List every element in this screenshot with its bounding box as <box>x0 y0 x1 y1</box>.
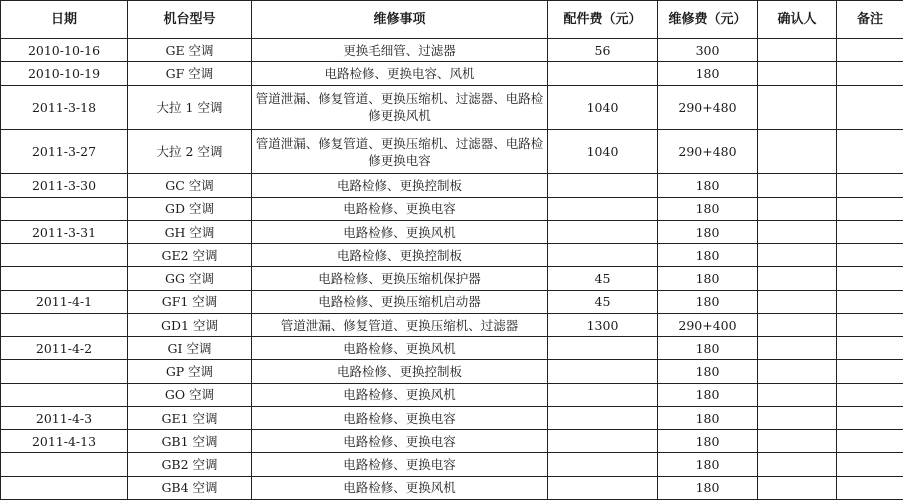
confirmer-cell <box>758 174 837 197</box>
table-row <box>1 383 903 406</box>
parts-fee-cell <box>548 337 658 360</box>
parts-fee-cell: 1300 <box>548 313 658 336</box>
model-cell: GF1 空调 <box>128 290 252 313</box>
model-cell: GG 空调 <box>128 267 252 290</box>
parts-fee-cell: 1040 <box>548 129 658 173</box>
items-cell: 电路检修、更换压缩机保护器 <box>252 267 548 290</box>
table-row <box>1 197 903 220</box>
confirmer-cell <box>758 197 837 220</box>
parts-fee-cell <box>548 453 658 476</box>
items-cell: 电路检修、更换压缩机启动器 <box>252 290 548 313</box>
date-cell: 2010-10-16 <box>1 39 128 62</box>
confirmer-cell <box>758 129 837 173</box>
model-cell: GF 空调 <box>128 62 252 85</box>
confirmer-cell <box>758 430 837 453</box>
items-cell: 电路检修、更换控制板 <box>252 244 548 267</box>
items-cell: 电路检修、更换控制板 <box>252 360 548 383</box>
note-cell <box>837 313 903 336</box>
header-row <box>1 1 903 39</box>
date-cell: 2011-3-31 <box>1 220 128 243</box>
header-model: 机台型号 <box>128 1 252 39</box>
model-cell: GP 空调 <box>128 360 252 383</box>
note-cell <box>837 39 903 62</box>
date-cell: 2011-3-18 <box>1 85 128 129</box>
parts-fee-cell <box>548 244 658 267</box>
note-cell <box>837 174 903 197</box>
items-cell: 管道泄漏、修复管道、更换压缩机、过滤器 <box>252 313 548 336</box>
note-cell <box>837 290 903 313</box>
header-confirmer: 确认人 <box>758 1 837 39</box>
date-cell <box>1 267 128 290</box>
note-cell <box>837 337 903 360</box>
parts-fee-cell <box>548 430 658 453</box>
parts-fee-cell <box>548 383 658 406</box>
table-row <box>1 244 903 267</box>
model-cell: GB4 空调 <box>128 476 252 499</box>
header-labor-fee: 维修费（元） <box>658 1 758 39</box>
model-cell: GC 空调 <box>128 174 252 197</box>
parts-fee-cell <box>548 62 658 85</box>
model-cell: GB2 空调 <box>128 453 252 476</box>
labor-fee-cell: 180 <box>658 267 758 290</box>
confirmer-cell <box>758 290 837 313</box>
items-cell: 电路检修、更换电容 <box>252 197 548 220</box>
date-cell: 2011-3-30 <box>1 174 128 197</box>
parts-fee-cell <box>548 360 658 383</box>
date-cell <box>1 453 128 476</box>
table-row <box>1 39 903 62</box>
items-cell: 电路检修、更换风机 <box>252 337 548 360</box>
date-cell <box>1 244 128 267</box>
items-cell: 电路检修、更换电容 <box>252 453 548 476</box>
note-cell <box>837 244 903 267</box>
date-cell <box>1 313 128 336</box>
parts-fee-cell: 45 <box>548 290 658 313</box>
table-row <box>1 267 903 290</box>
confirmer-cell <box>758 267 837 290</box>
items-cell: 管道泄漏、修复管道、更换压缩机、过滤器、电路检修更换电容 <box>252 129 548 173</box>
date-cell <box>1 360 128 383</box>
parts-fee-cell: 56 <box>548 39 658 62</box>
labor-fee-cell: 290+480 <box>658 85 758 129</box>
table-row <box>1 337 903 360</box>
model-cell: 大拉 2 空调 <box>128 129 252 173</box>
labor-fee-cell: 180 <box>658 197 758 220</box>
table-row <box>1 290 903 313</box>
note-cell <box>837 129 903 173</box>
labor-fee-cell: 180 <box>658 476 758 499</box>
items-cell: 电路检修、更换风机 <box>252 220 548 243</box>
confirmer-cell <box>758 383 837 406</box>
table-row <box>1 406 903 429</box>
date-cell: 2011-4-1 <box>1 290 128 313</box>
model-cell: 大拉 1 空调 <box>128 85 252 129</box>
labor-fee-cell: 180 <box>658 406 758 429</box>
confirmer-cell <box>758 337 837 360</box>
table-row <box>1 174 903 197</box>
parts-fee-cell <box>548 220 658 243</box>
model-cell: GE 空调 <box>128 39 252 62</box>
labor-fee-cell: 180 <box>658 430 758 453</box>
note-cell <box>837 85 903 129</box>
labor-fee-cell: 180 <box>658 360 758 383</box>
items-cell: 电路检修、更换电容、风机 <box>252 62 548 85</box>
confirmer-cell <box>758 220 837 243</box>
note-cell <box>837 220 903 243</box>
note-cell <box>837 383 903 406</box>
labor-fee-cell: 180 <box>658 62 758 85</box>
items-cell: 电路检修、更换风机 <box>252 383 548 406</box>
note-cell <box>837 360 903 383</box>
note-cell <box>837 197 903 220</box>
confirmer-cell <box>758 85 837 129</box>
table-row <box>1 85 903 129</box>
items-cell: 更换毛细管、过滤器 <box>252 39 548 62</box>
parts-fee-cell <box>548 406 658 429</box>
parts-fee-cell <box>548 197 658 220</box>
date-cell: 2011-4-2 <box>1 337 128 360</box>
model-cell: GD1 空调 <box>128 313 252 336</box>
header-date: 日期 <box>1 1 128 39</box>
model-cell: GO 空调 <box>128 383 252 406</box>
note-cell <box>837 453 903 476</box>
items-cell: 电路检修、更换控制板 <box>252 174 548 197</box>
note-cell <box>837 476 903 499</box>
model-cell: GB1 空调 <box>128 430 252 453</box>
labor-fee-cell: 180 <box>658 290 758 313</box>
confirmer-cell <box>758 476 837 499</box>
labor-fee-cell: 180 <box>658 337 758 360</box>
date-cell: 2010-10-19 <box>1 62 128 85</box>
note-cell <box>837 62 903 85</box>
labor-fee-cell: 180 <box>658 244 758 267</box>
table-row <box>1 220 903 243</box>
table-row <box>1 129 903 173</box>
items-cell: 电路检修、更换风机 <box>252 476 548 499</box>
confirmer-cell <box>758 39 837 62</box>
labor-fee-cell: 180 <box>658 220 758 243</box>
confirmer-cell <box>758 62 837 85</box>
date-cell <box>1 383 128 406</box>
labor-fee-cell: 180 <box>658 174 758 197</box>
confirmer-cell <box>758 244 837 267</box>
confirmer-cell <box>758 313 837 336</box>
confirmer-cell <box>758 406 837 429</box>
confirmer-cell <box>758 453 837 476</box>
date-cell <box>1 197 128 220</box>
parts-fee-cell <box>548 174 658 197</box>
items-cell: 管道泄漏、修复管道、更换压缩机、过滤器、电路检修更换风机 <box>252 85 548 129</box>
parts-fee-cell: 45 <box>548 267 658 290</box>
parts-fee-cell: 1040 <box>548 85 658 129</box>
date-cell: 2011-4-13 <box>1 430 128 453</box>
table-row <box>1 360 903 383</box>
header-note: 备注 <box>837 1 903 39</box>
confirmer-cell <box>758 360 837 383</box>
labor-fee-cell: 180 <box>658 383 758 406</box>
table-row <box>1 476 903 499</box>
parts-fee-cell <box>548 476 658 499</box>
table-row <box>1 453 903 476</box>
header-parts-fee: 配件费（元） <box>548 1 658 39</box>
date-cell: 2011-3-27 <box>1 129 128 173</box>
model-cell: GE2 空调 <box>128 244 252 267</box>
table-row <box>1 430 903 453</box>
labor-fee-cell: 290+400 <box>658 313 758 336</box>
model-cell: GH 空调 <box>128 220 252 243</box>
labor-fee-cell: 300 <box>658 39 758 62</box>
labor-fee-cell: 180 <box>658 453 758 476</box>
items-cell: 电路检修、更换电容 <box>252 406 548 429</box>
model-cell: GI 空调 <box>128 337 252 360</box>
note-cell <box>837 406 903 429</box>
date-cell: 2011-4-3 <box>1 406 128 429</box>
header-items: 维修事项 <box>252 1 548 39</box>
note-cell <box>837 430 903 453</box>
table-row <box>1 62 903 85</box>
model-cell: GD 空调 <box>128 197 252 220</box>
note-cell <box>837 267 903 290</box>
items-cell: 电路检修、更换电容 <box>252 430 548 453</box>
date-cell <box>1 476 128 499</box>
labor-fee-cell: 290+480 <box>658 129 758 173</box>
model-cell: GE1 空调 <box>128 406 252 429</box>
table-row <box>1 313 903 336</box>
